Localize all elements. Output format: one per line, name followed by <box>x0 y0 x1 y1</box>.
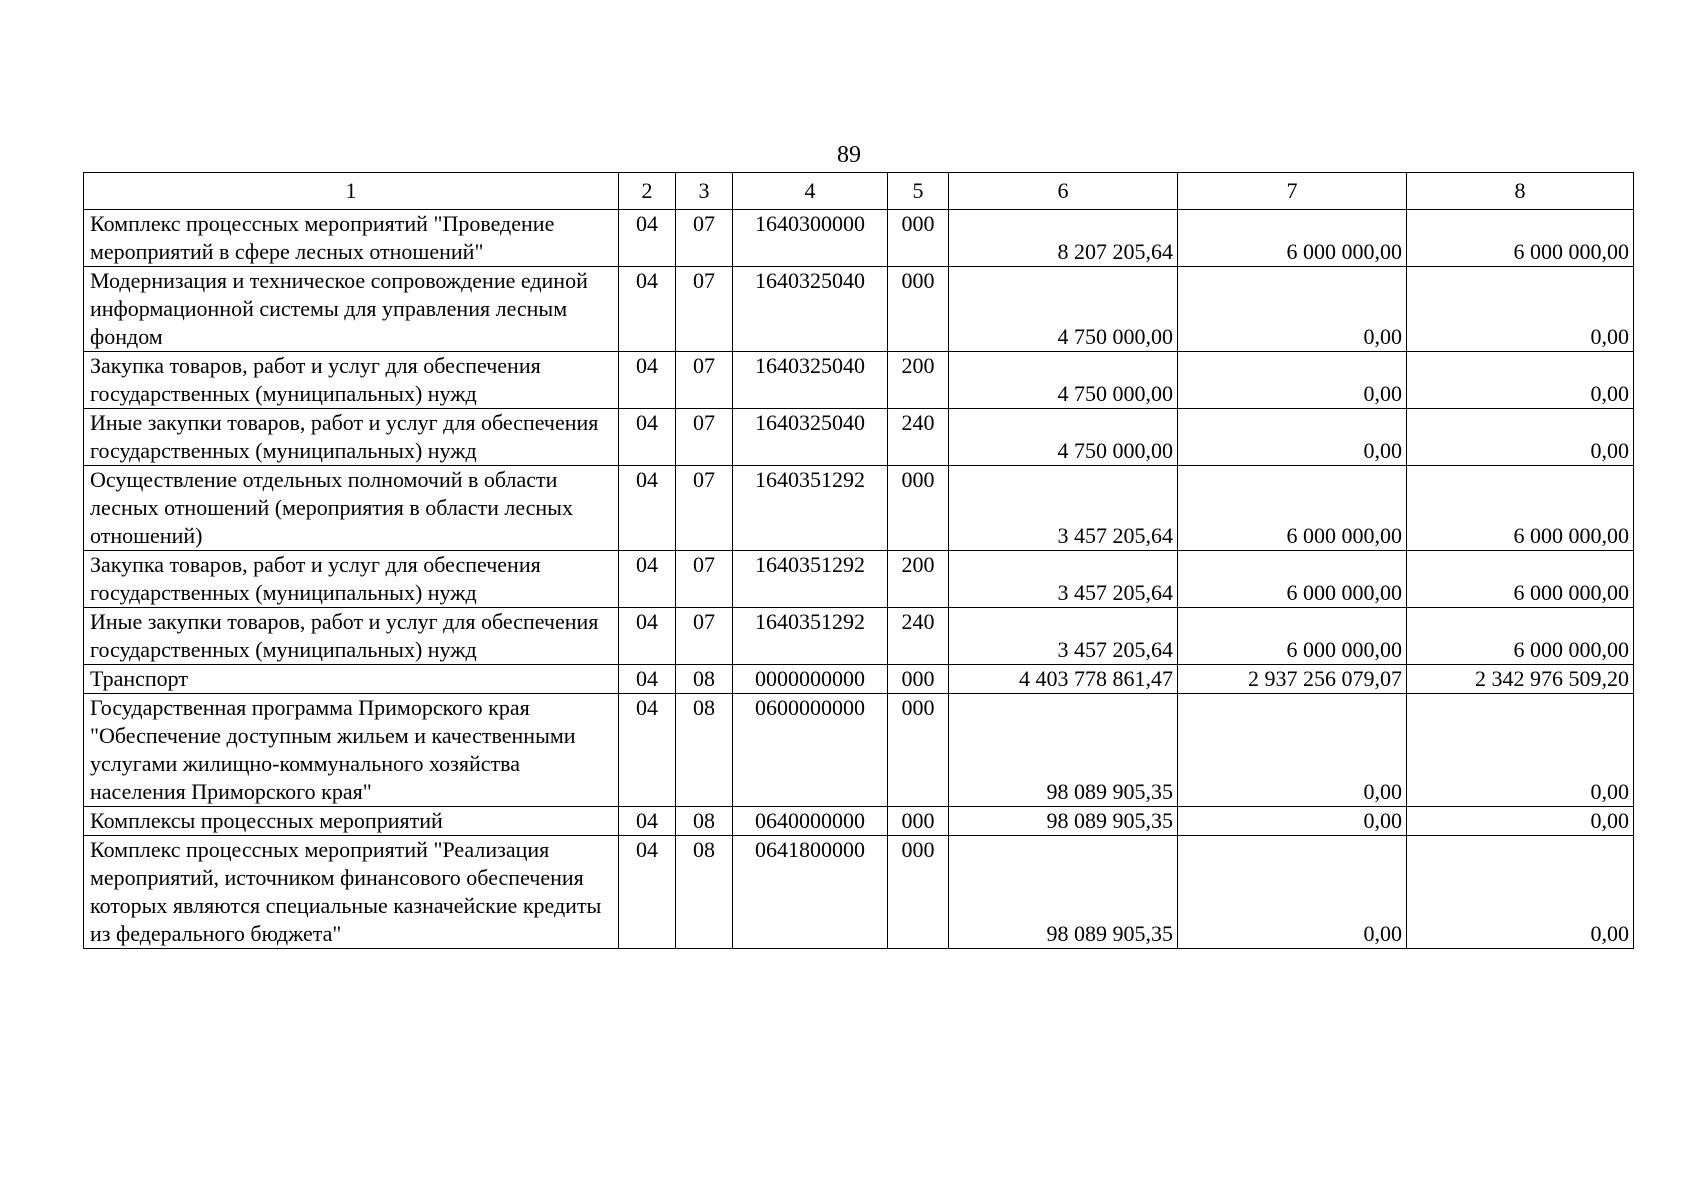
row-name: Транспорт <box>84 665 619 694</box>
amount-col7: 0,00 <box>1178 694 1407 807</box>
expense-type-code: 240 <box>888 409 949 466</box>
expense-type-code: 240 <box>888 608 949 665</box>
amount-col6: 4 750 000,00 <box>949 352 1178 409</box>
amount-col6: 3 457 205,64 <box>949 551 1178 608</box>
row-name: Иные закупки товаров, работ и услуг для обеспечения государственных (муниципальных) нужд <box>84 608 619 665</box>
table-row <box>84 551 1634 608</box>
subsection-code: 08 <box>676 665 733 694</box>
target-article-code: 1640300000 <box>733 210 888 267</box>
amount-col7: 6 000 000,00 <box>1178 551 1407 608</box>
section-code: 04 <box>619 466 676 551</box>
amount-col7: 2 937 256 079,07 <box>1178 665 1407 694</box>
amount-col7: 6 000 000,00 <box>1178 210 1407 267</box>
table-row <box>84 807 1634 836</box>
table-row <box>84 409 1634 466</box>
section-code: 04 <box>619 694 676 807</box>
amount-col6: 4 750 000,00 <box>949 409 1178 466</box>
table-row <box>84 210 1634 267</box>
target-article-code: 0641800000 <box>733 836 888 949</box>
amount-col8: 6 000 000,00 <box>1407 551 1634 608</box>
expense-type-code: 000 <box>888 267 949 352</box>
target-article-code: 1640351292 <box>733 551 888 608</box>
table-row <box>84 608 1634 665</box>
target-article-code: 0640000000 <box>733 807 888 836</box>
row-name: Комплекс процессных мероприятий "Реализация мероприятий, источником финансового обеспечения которых являются специальные казначейские кредиты из федерального бюджета" <box>84 836 619 949</box>
subsection-code: 07 <box>676 352 733 409</box>
amount-col7: 0,00 <box>1178 807 1407 836</box>
subsection-code: 08 <box>676 836 733 949</box>
target-article-code: 1640325040 <box>733 267 888 352</box>
amount-col7: 0,00 <box>1178 836 1407 949</box>
section-code: 04 <box>619 409 676 466</box>
section-code: 04 <box>619 608 676 665</box>
amount-col8: 6 000 000,00 <box>1407 210 1634 267</box>
expense-type-code: 000 <box>888 807 949 836</box>
amount-col6: 98 089 905,35 <box>949 694 1178 807</box>
header-cell: 6 <box>949 173 1178 210</box>
amount-col8: 0,00 <box>1407 807 1634 836</box>
amount-col6: 98 089 905,35 <box>949 836 1178 949</box>
section-code: 04 <box>619 551 676 608</box>
header-cell: 4 <box>733 173 888 210</box>
amount-col6: 4 750 000,00 <box>949 267 1178 352</box>
amount-col6: 4 403 778 861,47 <box>949 665 1178 694</box>
target-article-code: 0600000000 <box>733 694 888 807</box>
page-number: 89 <box>837 142 861 168</box>
table-row <box>84 836 1634 949</box>
header-cell: 7 <box>1178 173 1407 210</box>
amount-col7: 6 000 000,00 <box>1178 466 1407 551</box>
expense-type-code: 200 <box>888 551 949 608</box>
header-cell: 2 <box>619 173 676 210</box>
amount-col8: 0,00 <box>1407 694 1634 807</box>
table-row <box>84 694 1634 807</box>
amount-col8: 6 000 000,00 <box>1407 608 1634 665</box>
subsection-code: 07 <box>676 608 733 665</box>
amount-col6: 8 207 205,64 <box>949 210 1178 267</box>
subsection-code: 07 <box>676 466 733 551</box>
expense-type-code: 000 <box>888 665 949 694</box>
expense-type-code: 000 <box>888 210 949 267</box>
amount-col8: 0,00 <box>1407 836 1634 949</box>
row-name: Комплексы процессных мероприятий <box>84 807 619 836</box>
amount-col7: 6 000 000,00 <box>1178 608 1407 665</box>
budget-table <box>83 172 1634 949</box>
amount-col6: 3 457 205,64 <box>949 466 1178 551</box>
amount-col7: 0,00 <box>1178 267 1407 352</box>
subsection-code: 07 <box>676 267 733 352</box>
row-name: Закупка товаров, работ и услуг для обеспечения государственных (муниципальных) нужд <box>84 551 619 608</box>
subsection-code: 07 <box>676 409 733 466</box>
amount-col6: 98 089 905,35 <box>949 807 1178 836</box>
row-name: Государственная программа Приморского края "Обеспечение доступным жильем и качественными услугами жилищно-коммунального хозяйства населения Приморского края" <box>84 694 619 807</box>
table-row <box>84 466 1634 551</box>
subsection-code: 08 <box>676 694 733 807</box>
amount-col7: 0,00 <box>1178 409 1407 466</box>
section-code: 04 <box>619 210 676 267</box>
amount-col7: 0,00 <box>1178 352 1407 409</box>
row-name: Иные закупки товаров, работ и услуг для обеспечения государственных (муниципальных) нужд <box>84 409 619 466</box>
amount-col8: 0,00 <box>1407 352 1634 409</box>
section-code: 04 <box>619 665 676 694</box>
row-name: Закупка товаров, работ и услуг для обеспечения государственных (муниципальных) нужд <box>84 352 619 409</box>
row-name: Осуществление отдельных полномочий в области лесных отношений (мероприятия в области лесных отношений) <box>84 466 619 551</box>
expense-type-code: 000 <box>888 466 949 551</box>
section-code: 04 <box>619 836 676 949</box>
row-name: Модернизация и техническое сопровождение единой информационной системы для управления лесным фондом <box>84 267 619 352</box>
section-code: 04 <box>619 267 676 352</box>
subsection-code: 07 <box>676 551 733 608</box>
subsection-code: 07 <box>676 210 733 267</box>
expense-type-code: 200 <box>888 352 949 409</box>
header-cell: 1 <box>84 173 619 210</box>
amount-col8: 2 342 976 509,20 <box>1407 665 1634 694</box>
section-code: 04 <box>619 807 676 836</box>
expense-type-code: 000 <box>888 694 949 807</box>
target-article-code: 0000000000 <box>733 665 888 694</box>
target-article-code: 1640325040 <box>733 409 888 466</box>
table-row <box>84 352 1634 409</box>
amount-col6: 3 457 205,64 <box>949 608 1178 665</box>
subsection-code: 08 <box>676 807 733 836</box>
amount-col8: 0,00 <box>1407 409 1634 466</box>
header-cell: 5 <box>888 173 949 210</box>
expense-type-code: 000 <box>888 836 949 949</box>
table-header-row <box>84 173 1634 210</box>
section-code: 04 <box>619 352 676 409</box>
amount-col8: 0,00 <box>1407 267 1634 352</box>
target-article-code: 1640325040 <box>733 352 888 409</box>
amount-col8: 6 000 000,00 <box>1407 466 1634 551</box>
header-cell: 8 <box>1407 173 1634 210</box>
table-row <box>84 267 1634 352</box>
row-name: Комплекс процессных мероприятий "Проведение мероприятий в сфере лесных отношений" <box>84 210 619 267</box>
target-article-code: 1640351292 <box>733 466 888 551</box>
table-row <box>84 665 1634 694</box>
target-article-code: 1640351292 <box>733 608 888 665</box>
header-cell: 3 <box>676 173 733 210</box>
